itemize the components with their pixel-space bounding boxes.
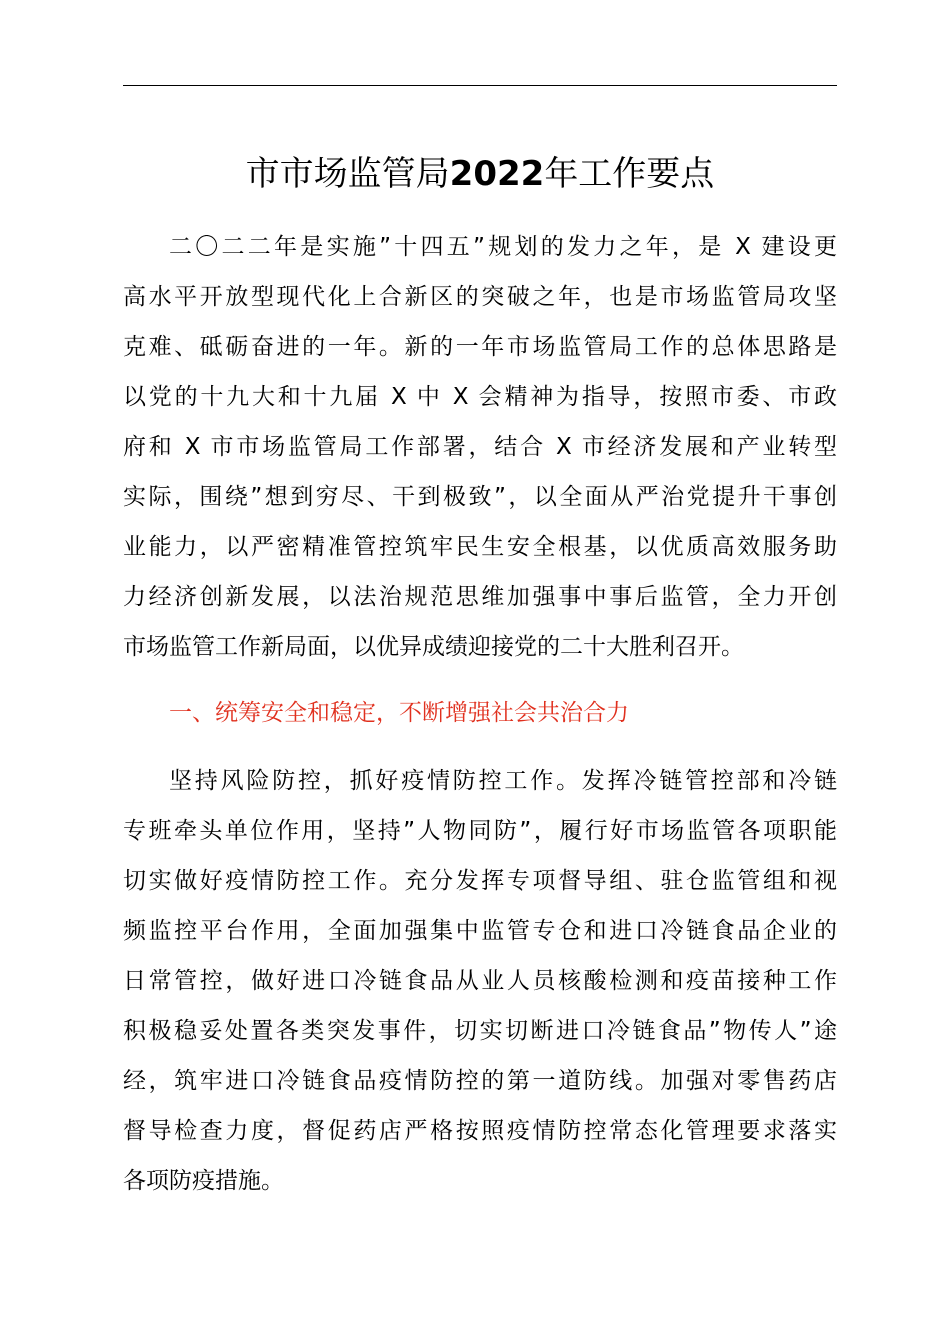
paragraph-line: 以党的十九大和十九届 X 中 X 会精神为指导，按照市委、市政	[123, 384, 837, 410]
paragraph-line: 督导检查力度，督促药店严格按照疫情防控常态化管理要求落实	[123, 1118, 837, 1144]
intro-paragraph	[123, 222, 837, 672]
title-suffix: 年工作要点	[544, 154, 715, 194]
paragraph-line: 业能力，以严密精准管控筑牢民生安全根基，以优质高效服务助	[123, 534, 837, 560]
header-rule	[123, 85, 837, 86]
title-year: 2022	[449, 154, 545, 194]
paragraph-line: 专班牵头单位作用，坚持”人物同防”，履行好市场监管各项职能	[123, 818, 837, 844]
paragraph-line: 坚持风险防控，抓好疫情防控工作。发挥冷链管控部和冷链	[169, 768, 837, 794]
paragraph-line: 克难、砥砺奋进的一年。新的一年市场监管局工作的总体思路是	[123, 334, 837, 360]
paragraph-line: 二〇二二年是实施”十四五”规划的发力之年，是 X 建设更	[169, 234, 837, 260]
page-title	[123, 148, 837, 200]
paragraph-line: 府和 X 市市场监管局工作部署，结合 X 市经济发展和产业转型	[123, 434, 837, 460]
paragraph-line: 切实做好疫情防控工作。充分发挥专项督导组、驻仓监管组和视	[123, 868, 837, 894]
paragraph-line: 市场监管工作新局面，以优异成绩迎接党的二十大胜利召开。	[123, 634, 744, 660]
section-heading: 一、统筹安全和稳定，不断增强社会共治合力	[169, 700, 629, 726]
paragraph-line: 实际，围绕”想到穷尽、干到极致”，以全面从严治党提升干事创	[123, 484, 837, 510]
paragraph-line: 高水平开放型现代化上合新区的突破之年，也是市场监管局攻坚	[123, 284, 837, 310]
paragraph-line: 各项防疫措施。	[123, 1168, 284, 1194]
paragraph-line: 日常管控，做好进口冷链食品从业人员核酸检测和疫苗接种工作	[123, 968, 837, 994]
title-prefix: 市市场监管局	[245, 154, 450, 194]
section-1-paragraph	[123, 756, 837, 1206]
paragraph-line: 积极稳妥处置各类突发事件，切实切断进口冷链食品”物传人”途	[123, 1018, 837, 1044]
paragraph-line: 频监控平台作用，全面加强集中监管专仓和进口冷链食品企业的	[123, 918, 837, 944]
paragraph-line: 经，筑牢进口冷链食品疫情防控的第一道防线。加强对零售药店	[123, 1068, 837, 1094]
paragraph-line: 力经济创新发展，以法治规范思维加强事中事后监管，全力开创	[123, 584, 837, 610]
